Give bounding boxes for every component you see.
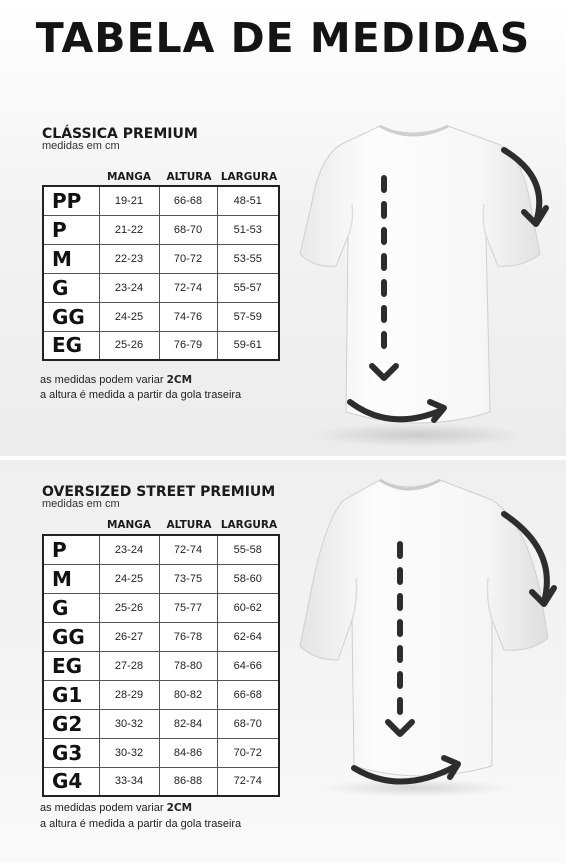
largura-value: 48-51: [217, 186, 279, 215]
note-variance-value: 2CM: [166, 374, 193, 386]
note-variance-text: as medidas podem variar: [40, 802, 164, 814]
size-label: M: [43, 244, 99, 273]
largura-value: 55-57: [217, 273, 279, 302]
size-label: G3: [43, 738, 99, 767]
altura-value: 76-79: [159, 331, 217, 360]
size-label: GG: [43, 622, 99, 651]
manga-value: 25-26: [99, 331, 159, 360]
size-label: EG: [43, 331, 99, 360]
size-label: G: [43, 593, 99, 622]
size-label: GG: [43, 302, 99, 331]
table-row: [43, 680, 279, 709]
page-title: TABELA DE MEDIDAS: [35, 14, 531, 62]
tshirt-classic-illustration: [290, 112, 560, 452]
size-label: PP: [43, 186, 99, 215]
table-row: [43, 651, 279, 680]
column-header-altura: ALTURA: [166, 171, 212, 183]
manga-value: 23-24: [99, 535, 159, 564]
altura-value: 74-76: [159, 302, 217, 331]
altura-value: 84-86: [159, 738, 217, 767]
size-table-oversized: [42, 534, 280, 797]
manga-value: 25-26: [99, 593, 159, 622]
manga-value: 23-24: [99, 273, 159, 302]
manga-value: 28-29: [99, 680, 159, 709]
largura-value: 64-66: [217, 651, 279, 680]
manga-value: 30-32: [99, 738, 159, 767]
note-height-oversized: a altura é medida a partir da gola traseira: [40, 818, 242, 830]
largura-value: 57-59: [217, 302, 279, 331]
largura-value: 66-68: [217, 680, 279, 709]
manga-value: 26-27: [99, 622, 159, 651]
manga-value: 33-34: [99, 767, 159, 796]
column-header-largura: LARGURA: [220, 171, 278, 183]
section-unit-oversized: medidas em cm: [42, 498, 120, 510]
section-title-classic: CLÁSSICA PREMIUM: [42, 126, 198, 142]
table-row: [43, 622, 279, 651]
largura-value: 59-61: [217, 331, 279, 360]
manga-value: 24-25: [99, 302, 159, 331]
manga-value: 24-25: [99, 564, 159, 593]
table-row: [43, 593, 279, 622]
table-row: [43, 535, 279, 564]
largura-value: 60-62: [217, 593, 279, 622]
table-row: [43, 564, 279, 593]
column-header-altura: ALTURA: [166, 519, 212, 531]
table-row: [43, 767, 279, 796]
altura-value: 80-82: [159, 680, 217, 709]
note-variance-value: 2CM: [166, 802, 193, 814]
altura-value: 76-78: [159, 622, 217, 651]
manga-value: 27-28: [99, 651, 159, 680]
size-label: G4: [43, 767, 99, 796]
largura-value: 68-70: [217, 709, 279, 738]
table-row: [43, 186, 279, 215]
table-row: [43, 738, 279, 767]
size-label: M: [43, 564, 99, 593]
altura-value: 86-88: [159, 767, 217, 796]
altura-value: 66-68: [159, 186, 217, 215]
largura-value: 62-64: [217, 622, 279, 651]
table-row: [43, 215, 279, 244]
section-title-oversized: OVERSIZED STREET PREMIUM: [42, 484, 276, 500]
size-label: P: [43, 535, 99, 564]
column-header-manga: MANGA: [106, 171, 152, 183]
manga-value: 22-23: [99, 244, 159, 273]
altura-value: 70-72: [159, 244, 217, 273]
largura-value: 58-60: [217, 564, 279, 593]
size-table-classic: [42, 185, 280, 361]
manga-value: 21-22: [99, 215, 159, 244]
largura-value: 53-55: [217, 244, 279, 273]
note-variance-text: as medidas podem variar: [40, 374, 164, 386]
altura-value: 68-70: [159, 215, 217, 244]
note-height-classic: a altura é medida a partir da gola traseira: [40, 389, 242, 401]
table-row: [43, 709, 279, 738]
table-row: [43, 302, 279, 331]
column-header-manga: MANGA: [106, 519, 152, 531]
table-row: [43, 244, 279, 273]
table-row: [43, 331, 279, 360]
size-label: EG: [43, 651, 99, 680]
altura-value: 72-74: [159, 535, 217, 564]
column-header-largura: LARGURA: [220, 519, 278, 531]
altura-value: 78-80: [159, 651, 217, 680]
section-divider: [0, 456, 566, 460]
altura-value: 82-84: [159, 709, 217, 738]
tshirt-oversized-illustration: [296, 470, 560, 800]
altura-value: 73-75: [159, 564, 217, 593]
size-label: G2: [43, 709, 99, 738]
size-label: P: [43, 215, 99, 244]
largura-value: 70-72: [217, 738, 279, 767]
largura-value: 55-58: [217, 535, 279, 564]
size-label: G1: [43, 680, 99, 709]
altura-value: 75-77: [159, 593, 217, 622]
size-label: G: [43, 273, 99, 302]
largura-value: 51-53: [217, 215, 279, 244]
largura-value: 72-74: [217, 767, 279, 796]
manga-value: 19-21: [99, 186, 159, 215]
manga-value: 30-32: [99, 709, 159, 738]
table-row: [43, 273, 279, 302]
note-variance-classic: [40, 374, 192, 386]
altura-value: 72-74: [159, 273, 217, 302]
note-variance-oversized: [40, 802, 192, 814]
section-unit-classic: medidas em cm: [42, 140, 120, 152]
